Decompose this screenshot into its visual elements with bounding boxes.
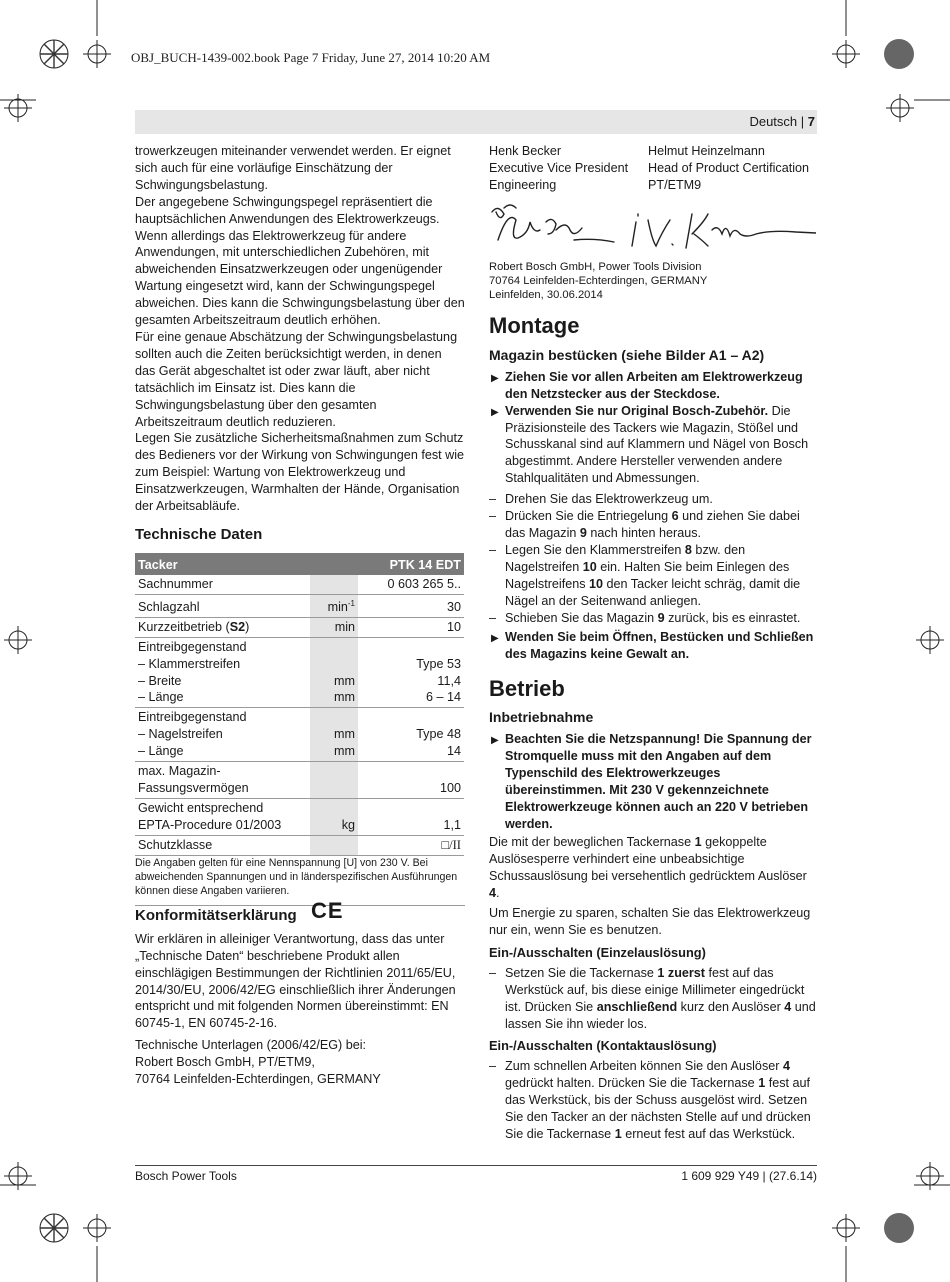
list-item: – Schieben Sie das Magazin 9 zurück, bis es einrastet. xyxy=(489,610,801,625)
ce-mark-icon: CE xyxy=(311,897,344,923)
bullet-text: Ziehen Sie vor allen Arbeiten am Elektrowerkzeug den Netzstecker aus der Steckdose. xyxy=(505,369,803,401)
montage-heading: Montage xyxy=(489,313,580,338)
header-language: Deutsch xyxy=(749,114,798,129)
text: bzw. den Nagelstreifen xyxy=(505,542,746,574)
row-label-line: EPTA-Procedure 01/2003 xyxy=(138,817,282,832)
row-unit-line: mm xyxy=(334,727,355,742)
text: Setzen Sie die Tackernase xyxy=(505,965,658,980)
row-value-line: 14 xyxy=(446,744,461,759)
table-row xyxy=(135,708,464,762)
list-item xyxy=(489,403,819,488)
list-item: – Drehen Sie das Elektrowerkzeug um. xyxy=(489,492,713,507)
list-item: – Zum schnellen Arbeiten können Sie den Auslöser 4 gedrückt halten. Drücken Sie die Tackernase 1 fest auf das Werkstück, bis der Schuss ausgelöst wird. Setzen Sie den Tacker an der nächsten Stelle auf und drücken Sie die Tackernase 1 erneut fest auf das Werkstück. xyxy=(489,1059,811,1141)
protection-class-symbol: □/II xyxy=(358,835,464,855)
company-line: 70764 Leinfelden-Echterdingen, GERMANY xyxy=(489,275,708,288)
row-value xyxy=(358,708,464,762)
text: und ziehen Sie dabei das Magazin xyxy=(505,509,800,540)
text: Die mit der beweglichen Tackernase xyxy=(489,835,695,850)
row-label-line: Gewicht entsprechend xyxy=(138,800,264,815)
text: kurz den Auslöser xyxy=(677,999,785,1014)
bullet-text: Die Präzisionsteile des Tackers wie Magazin, Stößel und Schusskanal sind auf Klammern und Nägel von Bosch abgestimmt. Andere Hersteller verwenden andere Stahlqualitäten und Abmessungen. xyxy=(505,403,809,486)
table-row xyxy=(135,594,464,617)
bullet-text-bold: Verwenden Sie nur Original Bosch-Zubehör. xyxy=(505,403,769,418)
signer-name: Henk Becker xyxy=(489,144,562,158)
conformity-heading-row xyxy=(135,897,465,928)
text: . xyxy=(496,886,500,901)
table-header-unit xyxy=(310,553,358,575)
table-row xyxy=(135,762,464,799)
list-item: – Drücken Sie die Entriegelung 6 und ziehen Sie dabei das Magazin 9 nach hinten heraus. xyxy=(489,509,800,540)
triangle-bullet-icon: ▶ xyxy=(491,633,499,645)
signer-dept: Engineering xyxy=(489,177,557,192)
table-row xyxy=(135,637,464,708)
conformity-heading: Konformitätserklärung xyxy=(135,906,297,924)
ref-number: 4 xyxy=(782,1059,790,1074)
paragraph: Für eine genaue Abschätzung der Schwingungsbelastung sollten auch die Zeiten berücksichtigt werden, in denen das Gerät abgeschaltet ist oder zwar läuft, aber nicht tatsächlich im Einsatz ist. Dies kann die Schwingungsbelastung über den gesamten Arbeitszeitraum deutlich reduzieren. xyxy=(135,329,458,429)
row-label: Schutzklasse xyxy=(135,835,310,855)
row-unit xyxy=(310,835,358,855)
table-header-row xyxy=(135,553,464,575)
header-band xyxy=(135,110,817,134)
file-slug: OBJ_BUCH-1439-002.book Page 7 Friday, June 27, 2014 10:20 AM xyxy=(131,50,491,65)
signer-name: Helmut Heinzelmann xyxy=(648,144,765,158)
row-label-line: – Breite xyxy=(138,673,182,688)
paragraph: trowerkzeugen miteinander verwendet werden. Er eignet sich auch für eine vorläufige Einschätzung der Schwingungsbelastung. xyxy=(135,144,451,192)
triangle-bullet-icon: ▶ xyxy=(491,735,499,747)
table-row xyxy=(135,575,464,594)
bullet-text: Beachten Sie die Netzspannung! Die Spannung der Stromquelle muss mit den Angaben auf dem Typenschild des Elektrowerkzeuges übereinstimmen. Mit 230 V gekennzeichnete Elektrowerkzeuge können auch an 220 V betrieben werden. xyxy=(505,732,812,831)
row-label xyxy=(135,708,310,762)
row-unit: $\min^{-1}$ xyxy=(310,594,358,617)
row-label-line: max. Magazin- xyxy=(138,764,221,779)
emphasis: anschließend xyxy=(596,999,678,1014)
row-label xyxy=(135,637,310,708)
ref-number: 1 xyxy=(694,835,702,850)
text: gedrückt halten. Drücken Sie die Tackernase xyxy=(505,1076,759,1091)
text: fest auf das Werkstück, bis der Schuss ausgelöst wird. Setzen Sie den Tacker an der nächsten Stelle auf und drücken Sie die Tackernase xyxy=(505,1076,811,1141)
list-item xyxy=(489,369,819,403)
row-value: 30 xyxy=(358,594,464,617)
conformity-text: Wir erklären in alleiniger Verantwortung, dass das unter „Technische Daten“ beschriebene Produkt allen einschlägigen Bestimmungen der Richtlinien 2011/65/EU, 2014/30/EU, 2006/42/EG einschließlich ihrer Änderungen entspricht und mit folgenden Normen übereinstimmt: EN 60745-1, EN 60745-2-16. xyxy=(135,931,456,1031)
table-note: Die Angaben gelten für eine Nennspannung [U] von 230 V. Bei abweichenden Spannungen und in länderspezifischen Ausführungen können diese Angaben variieren. xyxy=(135,856,458,898)
row-label xyxy=(135,798,310,835)
row-label-line: – Länge xyxy=(138,690,184,705)
text: Drücken Sie die Entriegelung xyxy=(505,509,672,524)
ref-number: 4 xyxy=(489,886,497,901)
footer-right: 1 609 929 Y49 | (27.6.14) xyxy=(681,1169,817,1183)
company-info xyxy=(489,260,819,303)
row-value-line: Type 53 xyxy=(416,656,461,671)
row-value: 100 xyxy=(358,762,464,799)
paragraph: Legen Sie zusätzliche Sicherheitsmaßnahmen zum Schutz des Bedieners vor der Wirkung von Schwingungen fest wie zum Beispiel: Wartung von Elektrowerkzeug und Einsatzwerkzeugen, Warmhalten der Hände, Organisation der Arbeitsabläufe. xyxy=(135,431,465,514)
row-unit: kg xyxy=(310,798,358,835)
signer-2 xyxy=(648,143,818,194)
text: und lassen Sie ihn wieder los. xyxy=(505,999,816,1031)
triangle-bullet-icon: ▶ xyxy=(491,406,499,418)
row-label-line: Eintreibgegenstand xyxy=(138,639,247,654)
company-line: Leinfelden, 30.06.2014 xyxy=(489,289,603,302)
tech-docs-line: 70764 Leinfelden-Echterdingen, GERMANY xyxy=(135,1072,381,1087)
paragraph: Um Energie zu sparen, schalten Sie das Elektrowerkzeug nur ein, wenn Sie es benutzen. xyxy=(489,906,811,937)
ref-number: 6 xyxy=(671,509,679,524)
row-unit-line: mm xyxy=(334,673,355,688)
row-label: Kurzzeitbetrieb (S2) xyxy=(135,617,310,637)
text: Legen Sie den Klammerstreifen xyxy=(505,542,685,557)
page-footer xyxy=(135,1165,817,1183)
row-unit xyxy=(310,575,358,594)
row-unit xyxy=(310,762,358,799)
row-unit-line: mm xyxy=(334,744,355,759)
list-item: – Setzen Sie die Tackernase 1 zuerst fest auf das Werkstück auf, bis diese einige Millimeter eingedrückt ist. Drücken Sie anschließend kurz den Auslöser 4 und lassen Sie ihn wieder los. xyxy=(489,965,816,1031)
ref-number: 8 xyxy=(684,542,692,557)
text: erneut fest auf das Werkstück. xyxy=(621,1126,796,1141)
text: Schieben Sie das Magazin xyxy=(505,610,658,625)
signer-title: Executive Vice President xyxy=(489,160,629,175)
row-value-line: 11,4 xyxy=(437,673,461,688)
table-header-model: PTK 14 EDT xyxy=(358,553,464,575)
ref-number: 1 xyxy=(758,1076,766,1091)
row-value xyxy=(358,637,464,708)
footer-left: Bosch Power Tools xyxy=(135,1169,237,1183)
row-value-line: 6 – 14 xyxy=(425,690,461,705)
ref-number: 1 zuerst xyxy=(657,965,705,980)
right-column xyxy=(489,313,819,1143)
text: den Tacker leicht schräg, damit die Nägel an der Seitenwand anliegen. xyxy=(505,576,801,608)
magazin-heading: Magazin bestücken (siehe Bilder A1 – A2) xyxy=(489,346,765,363)
row-label-line: – Länge xyxy=(138,744,184,759)
company-line: Robert Bosch GmbH, Power Tools Division xyxy=(489,261,702,273)
triangle-bullet-icon: ▶ xyxy=(491,372,499,384)
ref-number: 10 xyxy=(589,576,604,591)
row-value: 1,1 xyxy=(358,798,464,835)
list-item xyxy=(489,731,819,832)
paragraph: Der angegebene Schwingungspegel repräsentiert die hauptsächlichen Anwendungen des Elektrowerkzeugs. Wenn allerdings das Elektrowerkzeug für andere Anwendungen, mit unterschiedlichen Zubehören, mit abweichenden Einsatzwerkzeugen oder ungenügender Wartung eingesetzt wird, kann der Schwingungspegel abweichen. Dies kann die Schwingungsbelastung über den gesamten Arbeitszeitraum deutlich erhöhen. xyxy=(135,194,465,328)
tech-data-table xyxy=(135,553,464,856)
list-item xyxy=(489,629,819,663)
table-row xyxy=(135,835,464,855)
text: nach hinten heraus. xyxy=(586,525,702,540)
ref-number: 9 xyxy=(579,525,587,540)
betrieb-heading: Betrieb xyxy=(489,676,565,702)
row-label-line: Fassungsvermögen xyxy=(138,781,249,795)
tech-docs xyxy=(135,1037,465,1088)
list-item: – Legen Sie den Klammerstreifen 8 bzw. den Nagelstreifen 10 ein. Halten Sie beim Einlegen des Nagelstreifens 10 den Tacker leicht schräg, damit die Nägel an der Seitenwand anliegen. xyxy=(489,542,801,608)
inbetriebnahme-heading: Inbetriebnahme xyxy=(489,709,594,726)
row-unit xyxy=(310,637,358,708)
left-column xyxy=(135,143,465,1088)
row-value: 10 xyxy=(358,617,464,637)
signer-dept: PT/ETM9 xyxy=(648,177,702,192)
row-label: Sachnummer xyxy=(135,575,310,594)
tech-docs-line: Robert Bosch GmbH, PT/ETM9, xyxy=(135,1055,315,1070)
text: ein. Halten Sie beim Einlegen des Nagelstreifens xyxy=(505,559,790,591)
bullet-text: Wenden Sie beim Öffnen, Bestücken und Schließen des Magazins keine Gewalt an. xyxy=(505,630,814,662)
text: Zum schnellen Arbeiten können Sie den Auslöser xyxy=(505,1059,783,1074)
row-label-line: – Nagelstreifen xyxy=(138,727,223,742)
tech-docs-line: Technische Unterlagen (2006/42/EG) bei: xyxy=(135,1038,367,1053)
table-row xyxy=(135,617,464,637)
ref-number: 4 xyxy=(784,999,792,1014)
row-label-line: – Klammerstreifen xyxy=(138,656,241,671)
tech-data-heading: Technische Daten xyxy=(135,525,263,543)
ref-number: 9 xyxy=(657,610,665,625)
dash-text: Drehen Sie das Elektrowerkzeug um. xyxy=(505,492,713,507)
row-value: 0 603 265 5.. xyxy=(358,575,464,594)
einzel-heading: Ein-/Ausschalten (Einzelauslösung) xyxy=(489,944,706,960)
text: gekoppelte Auslösesperre verhindert eine unbeabsichtige Schussauslösung bei versehentlich gedrücktem Auslöser xyxy=(489,835,807,884)
text: fest auf das Werkstück auf, bis diese einige Millimeter eingedrückt ist. Drücken Sie xyxy=(505,965,805,1014)
row-label xyxy=(135,762,310,799)
table-header-label: Tacker xyxy=(135,553,310,575)
page-header: Deutsch | 7 xyxy=(749,114,815,129)
text: zurück, bis es einrastet. xyxy=(664,610,801,625)
signer-1 xyxy=(489,143,644,194)
page-number: 7 xyxy=(807,114,815,129)
ref-number: 1 xyxy=(614,1126,622,1141)
kontakt-heading: Ein-/Ausschalten (Kontaktauslösung) xyxy=(489,1038,717,1054)
row-unit-line: mm xyxy=(334,690,355,705)
row-label: Schlagzahl xyxy=(135,594,310,617)
paragraph xyxy=(489,834,819,902)
row-unit xyxy=(310,708,358,762)
row-unit: min xyxy=(310,617,358,637)
ref-number: 10 xyxy=(582,559,597,574)
row-value-line: Type 48 xyxy=(416,727,461,742)
signatures xyxy=(486,200,816,260)
signer-title: Head of Product Certification xyxy=(648,160,810,175)
row-label-line: Eintreibgegenstand xyxy=(138,710,247,725)
table-row xyxy=(135,798,464,835)
